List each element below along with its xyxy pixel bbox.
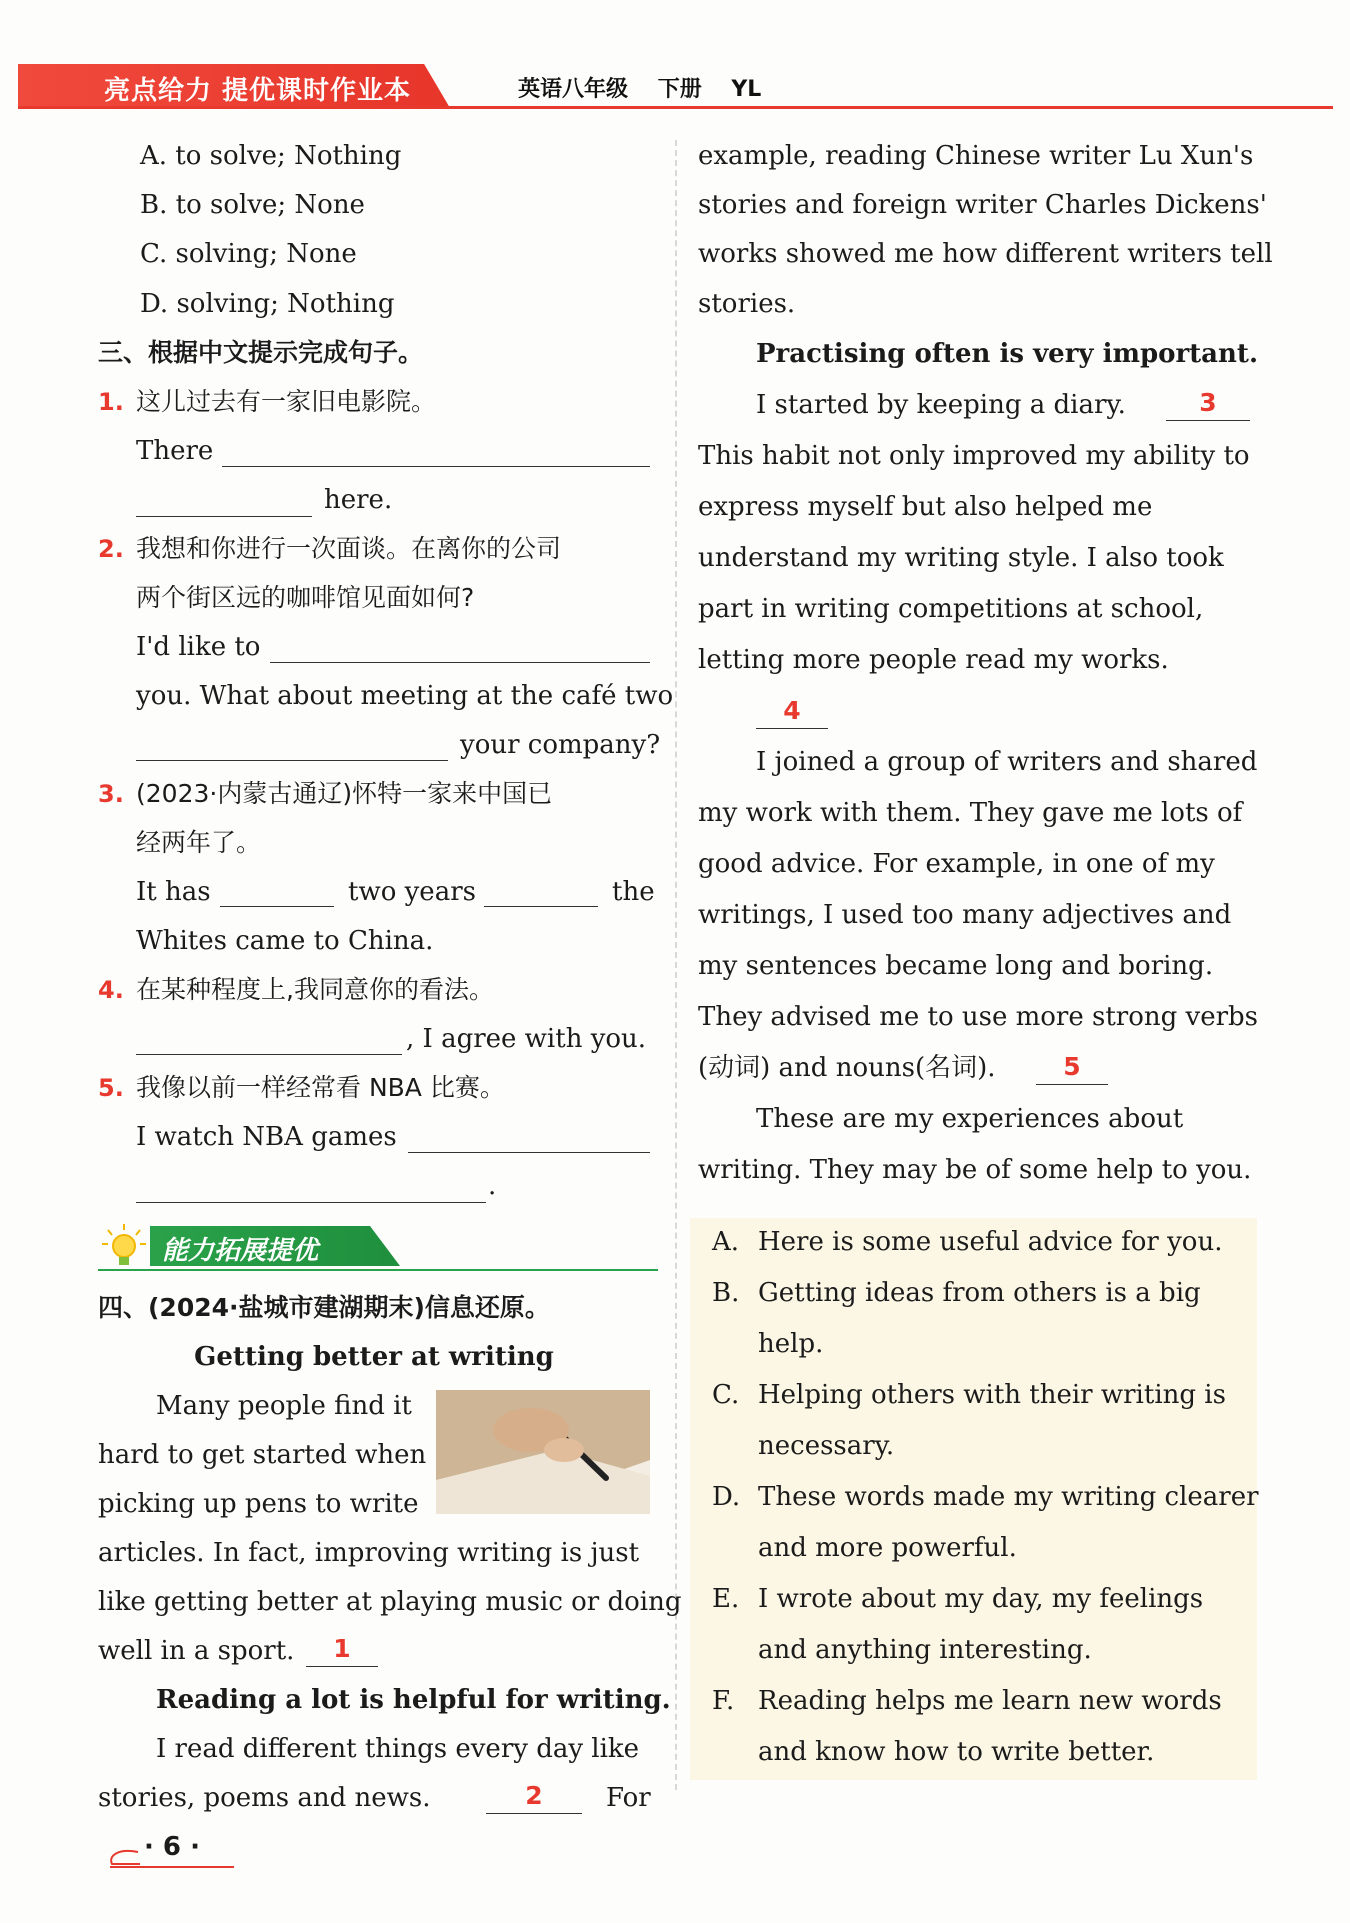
answer-blank[interactable] <box>136 1054 402 1055</box>
passage-line: I joined a group of writers and shared <box>756 747 1258 777</box>
option-text: These words made my writing clearer <box>758 1482 1259 1512</box>
item-cn: 在某种程度上,我同意你的看法。 <box>136 975 494 1004</box>
item-en: I watch NBA games <box>136 1122 397 1152</box>
passage-line: articles. In fact, improving writing is just <box>98 1538 640 1568</box>
column-divider <box>675 140 677 1790</box>
blank-number: 2 <box>525 1781 543 1810</box>
passage-line: stories. <box>698 289 796 319</box>
option-text: help. <box>758 1329 824 1359</box>
option-text: I wrote about my day, my feelings <box>758 1584 1204 1614</box>
item-en: Whites came to China. <box>136 926 434 956</box>
item-cn: 两个街区远的咖啡馆见面如何? <box>136 583 475 612</box>
answer-blank[interactable] <box>222 466 650 467</box>
answer-blank[interactable] <box>220 906 334 907</box>
item-en: here. <box>324 485 393 515</box>
footer-rule <box>110 1866 234 1868</box>
option-text: and anything interesting. <box>758 1635 1092 1665</box>
passage-line: writings, I used too many adjectives and <box>698 900 1232 930</box>
option-text: and know how to write better. <box>758 1737 1155 1767</box>
passage-heading: Reading a lot is helpful for writing. <box>156 1685 671 1715</box>
option-label: B. <box>712 1278 740 1308</box>
answer-blank[interactable] <box>408 1152 650 1153</box>
item-cn: (2023·内蒙古通辽)怀特一家来中国已 <box>136 779 553 808</box>
item-number: 1. <box>98 388 124 416</box>
prev-option-d: D. solving; Nothing <box>140 289 395 319</box>
passage-line: They advised me to use more strong verbs <box>698 1002 1259 1032</box>
item-en: you. What about meeting at the café two <box>136 681 674 711</box>
option-text: Helping others with their writing is <box>758 1380 1226 1410</box>
option-text: Getting ideas from others is a big <box>758 1278 1201 1308</box>
answer-blank[interactable] <box>1036 1084 1108 1085</box>
option-label: F. <box>712 1686 735 1716</box>
answer-blank[interactable] <box>756 728 828 729</box>
section-banner <box>98 1222 404 1270</box>
item-cn: 经两年了。 <box>136 828 262 857</box>
grade-label: 英语八年级 <box>518 77 629 102</box>
passage-line: stories, poems and news. <box>98 1783 431 1813</box>
item-en: , I agree with you. <box>406 1024 647 1054</box>
item-cn: 我像以前一样经常看 NBA 比赛。 <box>136 1073 505 1102</box>
answer-blank[interactable] <box>136 760 448 761</box>
item-en: There <box>136 436 214 466</box>
option-text: and more powerful. <box>758 1533 1017 1563</box>
passage-line: This habit not only improved my ability to <box>698 441 1250 471</box>
lightbulb-icon <box>98 1222 154 1270</box>
passage-line: stories and foreign writer Charles Dickens' <box>698 190 1267 220</box>
answer-blank[interactable] <box>486 1813 582 1814</box>
page-number: · 6 · <box>144 1832 200 1862</box>
passage-line: (动词) and nouns(名词). <box>698 1053 996 1083</box>
answer-blank[interactable] <box>136 1202 486 1203</box>
option-label: E. <box>712 1584 740 1614</box>
header-rule <box>18 106 1333 109</box>
series-title: 亮点给力 提优课时作业本 <box>104 76 412 106</box>
edition-label: YL <box>731 77 762 102</box>
passage-line: my work with them. They gave me lots of <box>698 798 1243 828</box>
writing-photo <box>436 1390 650 1514</box>
item-en: two years <box>348 877 476 907</box>
passage-line: works showed me how different writers tell <box>698 239 1273 269</box>
passage-line: example, reading Chinese writer Lu Xun's <box>698 141 1254 171</box>
item-cn: 这儿过去有一家旧电影院。 <box>136 387 437 416</box>
option-label: A. <box>712 1227 740 1257</box>
item-en: I'd like to <box>136 632 261 662</box>
answer-blank[interactable] <box>1166 420 1250 421</box>
item-number: 4. <box>98 976 124 1004</box>
option-text: Reading helps me learn new words <box>758 1686 1222 1716</box>
item-cn: 我想和你进行一次面谈。在离你的公司 <box>136 534 562 563</box>
passage-heading: Practising often is very important. <box>756 339 1258 369</box>
item-en: It has <box>136 877 211 907</box>
prev-option-b: B. to solve; None <box>140 190 365 220</box>
passage-line: express myself but also helped me <box>698 492 1153 522</box>
blank-number: 5 <box>1063 1052 1081 1081</box>
passage-line: well in a sport. <box>98 1636 295 1666</box>
passage-line: writing. They may be of some help to you. <box>698 1155 1252 1185</box>
item-number: 3. <box>98 780 124 808</box>
passage-line: I read different things every day like <box>156 1734 640 1764</box>
option-label: C. <box>712 1380 740 1410</box>
option-label: D. <box>712 1482 741 1512</box>
answer-blank[interactable] <box>270 662 650 663</box>
section4-title: 四、(2024·盐城市建湖期末)信息还原。 <box>98 1293 550 1322</box>
item-number: 2. <box>98 535 124 563</box>
volume-label: 下册 <box>657 77 702 102</box>
passage-line: letting more people read my works. <box>698 645 1169 675</box>
passage-line: For <box>606 1783 651 1813</box>
blank-number: 3 <box>1199 388 1217 417</box>
passage-line: hard to get started when <box>98 1440 427 1470</box>
blank-number: 4 <box>783 696 801 725</box>
answer-blank[interactable] <box>136 516 312 517</box>
passage-line: understand my writing style. I also took <box>698 543 1224 573</box>
passage-line: I started by keeping a diary. <box>756 390 1126 420</box>
item-en: the <box>612 877 655 907</box>
passage-line: my sentences became long and boring. <box>698 951 1214 981</box>
prev-option-a: A. to solve; Nothing <box>140 141 402 171</box>
section3-title: 三、根据中文提示完成句子。 <box>98 338 424 367</box>
blank-number: 1 <box>333 1634 351 1663</box>
book-info <box>518 72 783 103</box>
answer-blank[interactable] <box>306 1666 378 1667</box>
passage-line: These are my experiences about <box>756 1104 1184 1134</box>
passage-line: part in writing competitions at school, <box>698 594 1204 624</box>
item-en: . <box>488 1171 497 1201</box>
pen-writing-image <box>436 1390 650 1514</box>
prev-option-c: C. solving; None <box>140 239 357 269</box>
answer-blank[interactable] <box>484 906 598 907</box>
passage-line: like getting better at playing music or doing <box>98 1587 682 1617</box>
passage-line: picking up pens to write <box>98 1489 419 1519</box>
passage-line <box>156 1390 424 1422</box>
option-text: Here is some useful advice for you. <box>758 1227 1223 1257</box>
item-number: 5. <box>98 1074 124 1102</box>
passage-line: good advice. For example, in one of my <box>698 849 1215 879</box>
item-en: your company? <box>460 730 661 760</box>
passage-text: Many people find it <box>156 1391 412 1421</box>
banner-text: 能力拓展提优 <box>162 1236 319 1266</box>
banner-rule <box>98 1269 658 1271</box>
option-text: necessary. <box>758 1431 895 1461</box>
passage-title: Getting better at writing <box>194 1342 554 1372</box>
